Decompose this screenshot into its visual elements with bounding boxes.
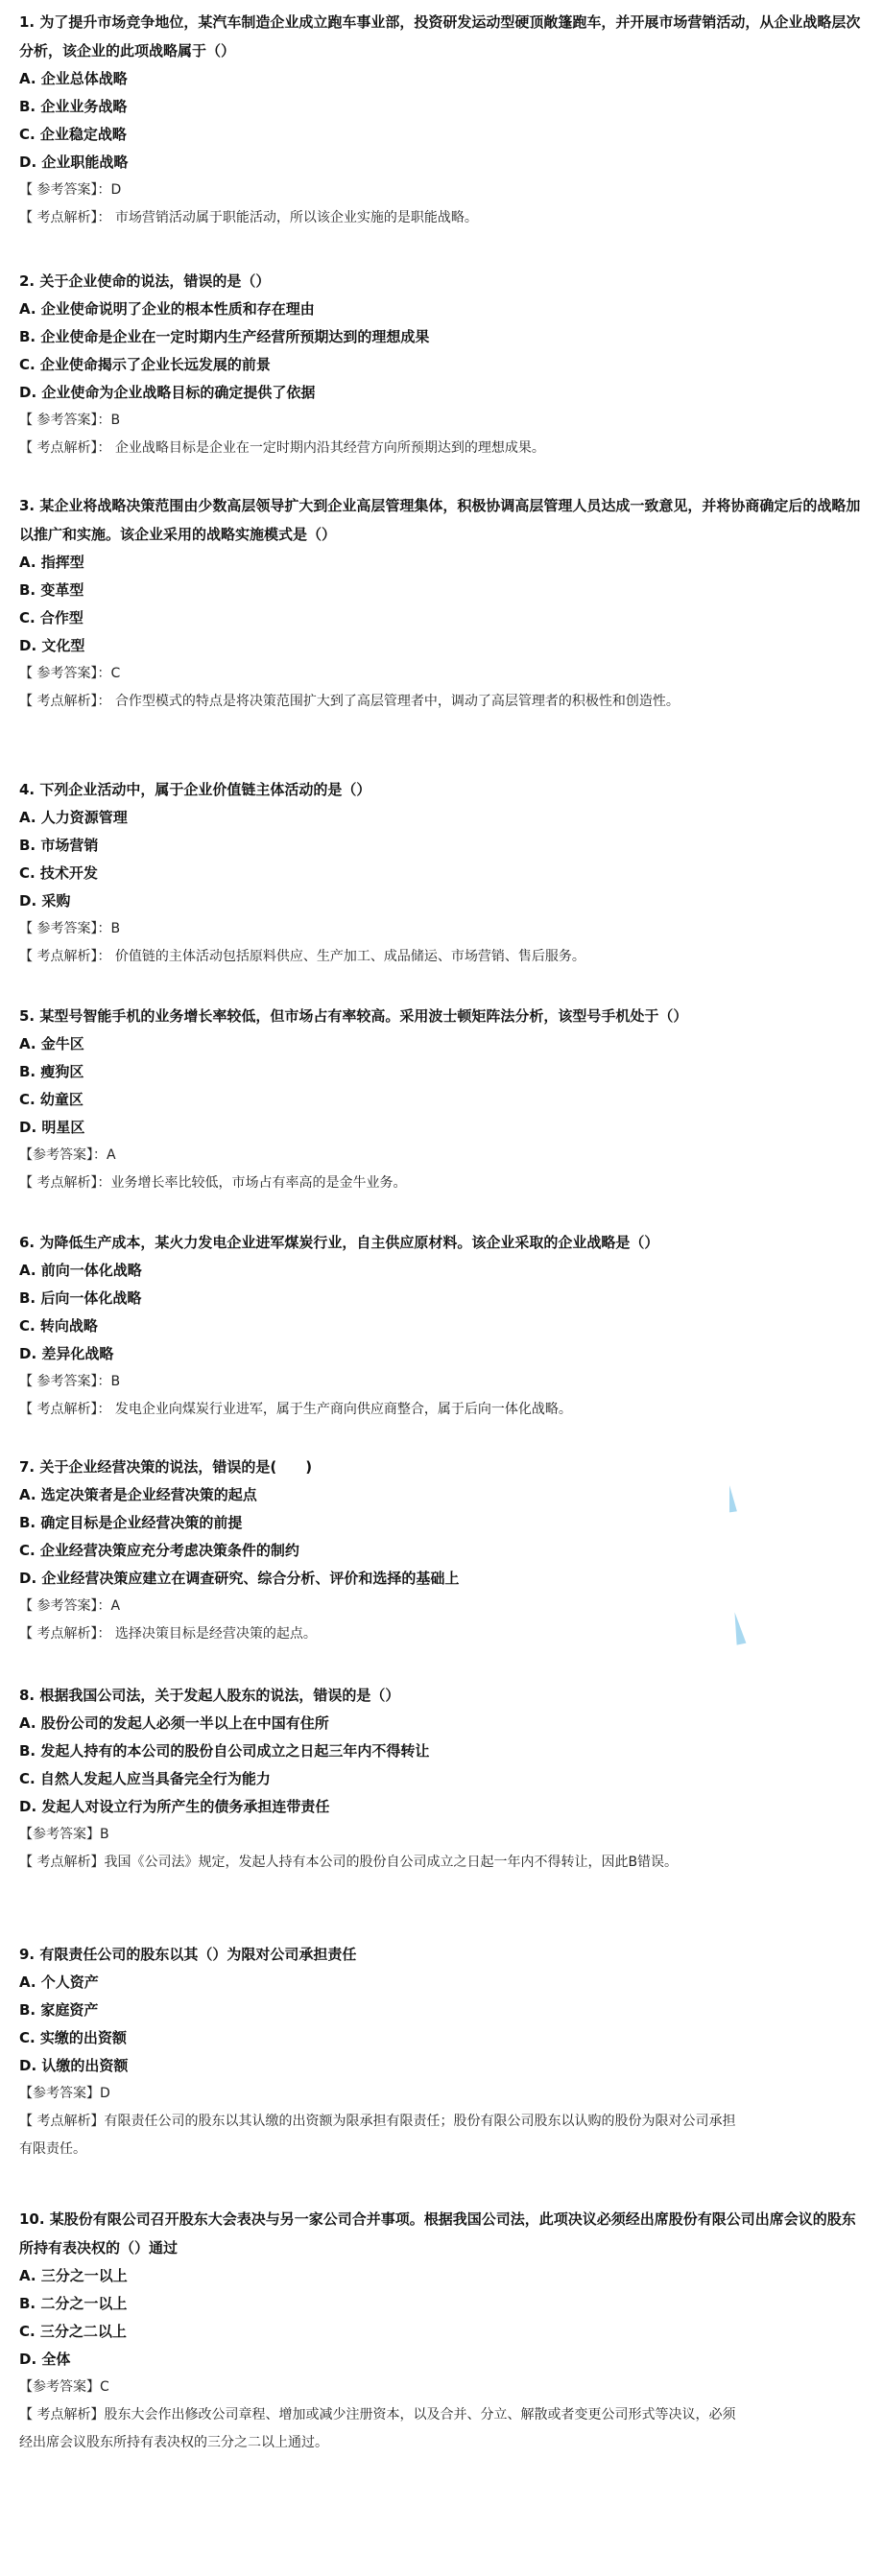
reference-answer: 【参考答案】D xyxy=(19,2086,110,2101)
question-stem: 10. 某股份有限公司召开股东大会表决与另一家公司合并事项。根据我国公司法，此项决议必须经出席股份有限公司出席会议的股东所持有表决权的（）通过 xyxy=(19,2210,856,2257)
question-3 xyxy=(19,491,864,716)
option-b: B. 家庭资产 xyxy=(19,2001,99,2019)
answer-analysis: 【 考点解析】： 市场营销活动属于职能活动，所以该企业实施的是职能战略。 xyxy=(19,210,478,225)
option-b: B. 二分之一以上 xyxy=(19,2295,128,2312)
option-b: B. 后向一体化战略 xyxy=(19,1289,142,1307)
reference-answer: 【 参考答案】：B xyxy=(19,413,121,428)
option-c: C. 三分之二以上 xyxy=(19,2323,127,2340)
question-stem: 7. 关于企业经营决策的说法，错误的是( ) xyxy=(19,1458,313,1476)
option-d: D. 发起人对设立行为所产生的债务承担连带责任 xyxy=(19,1798,330,1815)
reference-answer: 【参考答案】：A xyxy=(19,1147,116,1163)
option-c: C. 企业使命揭示了企业长远发展的前景 xyxy=(19,356,271,373)
answer-analysis: 【 考点解析】： 发电企业向煤炭行业进军，属于生产商向供应商整合，属于后向一体化战略。 xyxy=(19,1402,572,1417)
question-stem: 8. 根据我国公司法，关于发起人股东的说法，错误的是（） xyxy=(19,1687,400,1704)
option-d: D. 全体 xyxy=(19,2351,71,2368)
answer-analysis: 【 考点解析】：业务增长率比较低，市场占有率高的是金牛业务。 xyxy=(19,1175,407,1191)
question-5 xyxy=(19,1002,864,1197)
option-b: B. 企业使命是企业在一定时期内生产经营所预期达到的理想成果 xyxy=(19,328,430,345)
option-d: D. 采购 xyxy=(19,892,71,910)
answer-analysis: 【 考点解析】有限责任公司的股东以其认缴的出资额为限承担有限责任；股份有限公司股东以认购的股份为限对公司承担有限责任。 xyxy=(19,2114,736,2157)
question-1 xyxy=(19,8,864,232)
answer-analysis: 【 考点解析】： 选择决策目标是经营决策的起点。 xyxy=(19,1626,317,1642)
option-d: D. 企业职能战略 xyxy=(19,154,129,171)
question-6 xyxy=(19,1228,864,1424)
option-d: D. 明星区 xyxy=(19,1119,85,1136)
option-b: B. 企业业务战略 xyxy=(19,98,128,115)
reference-answer: 【参考答案】C xyxy=(19,2379,109,2395)
question-stem: 1. 为了提升市场竞争地位，某汽车制造企业成立跑车事业部，投资研发运动型硬顶敞篷跑车，并开展市场营销活动，从企业战略层次分析，该企业的此项战略属于（） xyxy=(19,13,861,59)
reference-answer: 【 参考答案】：C xyxy=(19,666,121,681)
option-d: D. 企业使命为企业战略目标的确定提供了依据 xyxy=(19,384,316,401)
question-stem: 9. 有限责任公司的股东以其（）为限对公司承担责任 xyxy=(19,1946,357,1963)
option-a: A. 指挥型 xyxy=(19,554,84,571)
option-a: A. 人力资源管理 xyxy=(19,809,128,826)
option-d: D. 企业经营决策应建立在调查研究、综合分析、评价和选择的基础上 xyxy=(19,1570,460,1587)
answer-analysis: 【 考点解析】： 价值链的主体活动包括原料供应、生产加工、成品储运、市场营销、售后服务。 xyxy=(19,949,585,964)
option-b: B. 市场营销 xyxy=(19,837,99,854)
option-b: B. 发起人持有的本公司的股份自公司成立之日起三年内不得转让 xyxy=(19,1742,430,1760)
option-a: A. 股份公司的发起人必须一半以上在中国有住所 xyxy=(19,1714,329,1732)
question-8 xyxy=(19,1681,864,1877)
option-b: B. 瘦狗区 xyxy=(19,1063,84,1080)
question-9 xyxy=(19,1940,864,2163)
option-a: A. 前向一体化战略 xyxy=(19,1262,142,1279)
question-4 xyxy=(19,775,864,971)
option-c: C. 转向战略 xyxy=(19,1317,98,1335)
option-c: C. 企业稳定战略 xyxy=(19,126,127,143)
option-a: A. 企业总体战略 xyxy=(19,70,128,87)
option-a: A. 三分之一以上 xyxy=(19,2267,128,2284)
question-stem: 3. 某企业将战略决策范围由少数高层领导扩大到企业高层管理集体，积极协调高层管理人员达成一致意见，并将协商确定后的战略加以推广和实施。该企业采用的战略实施模式是（） xyxy=(19,497,861,543)
answer-analysis: 【 考点解析】： 企业战略目标是企业在一定时期内沿其经营方向所预期达到的理想成果。 xyxy=(19,440,545,456)
reference-answer: 【参考答案】B xyxy=(19,1827,109,1842)
option-b: B. 确定目标是企业经营决策的前提 xyxy=(19,1514,243,1531)
question-stem: 5. 某型号智能手机的业务增长率较低，但市场占有率较高。采用波士顿矩阵法分析，该型号手机处于（） xyxy=(19,1007,688,1025)
question-stem: 2. 关于企业使命的说法，错误的是（） xyxy=(19,272,271,290)
option-c: C. 自然人发起人应当具备完全行为能力 xyxy=(19,1770,271,1787)
question-10 xyxy=(19,2205,864,2457)
question-stem: 4. 下列企业活动中，属于企业价值链主体活动的是（） xyxy=(19,781,371,798)
option-d: D. 认缴的出资额 xyxy=(19,2057,129,2074)
answer-analysis: 【 考点解析】股东大会作出修改公司章程、增加或减少注册资本，以及合并、分立、解散或者变更公司形式等决议，必须经出席会议股东所持有表决权的三分之二以上通过。 xyxy=(19,2407,736,2450)
option-a: A. 个人资产 xyxy=(19,1973,99,1991)
option-d: D. 文化型 xyxy=(19,637,85,654)
reference-answer: 【 参考答案】：A xyxy=(19,1598,121,1614)
option-c: C. 幼童区 xyxy=(19,1091,84,1108)
answer-analysis: 【 考点解析】： 合作型模式的特点是将决策范围扩大到了高层管理者中，调动了高层管理者的积极性和创造性。 xyxy=(19,694,680,709)
option-c: C. 实缴的出资额 xyxy=(19,2029,127,2046)
option-a: A. 企业使命说明了企业的根本性质和存在理由 xyxy=(19,300,315,318)
reference-answer: 【 参考答案】：D xyxy=(19,182,122,198)
option-c: C. 企业经营决策应充分考虑决策条件的制约 xyxy=(19,1542,299,1559)
reference-answer: 【 参考答案】：B xyxy=(19,921,121,936)
option-a: A. 选定决策者是企业经营决策的起点 xyxy=(19,1486,257,1503)
option-d: D. 差异化战略 xyxy=(19,1345,114,1362)
reference-answer: 【 参考答案】：B xyxy=(19,1374,121,1389)
option-c: C. 技术开发 xyxy=(19,864,98,882)
option-c: C. 合作型 xyxy=(19,609,84,626)
option-b: B. 变革型 xyxy=(19,581,84,599)
option-a: A. 金牛区 xyxy=(19,1035,84,1052)
question-stem: 6. 为降低生产成本，某火力发电企业进军煤炭行业，自主供应原材料。该企业采取的企业战略是（） xyxy=(19,1234,659,1251)
answer-analysis: 【 考点解析】我国《公司法》规定，发起人持有本公司的股份自公司成立之日起一年内不得转让，因此B错误。 xyxy=(19,1855,679,1870)
question-2 xyxy=(19,267,864,462)
